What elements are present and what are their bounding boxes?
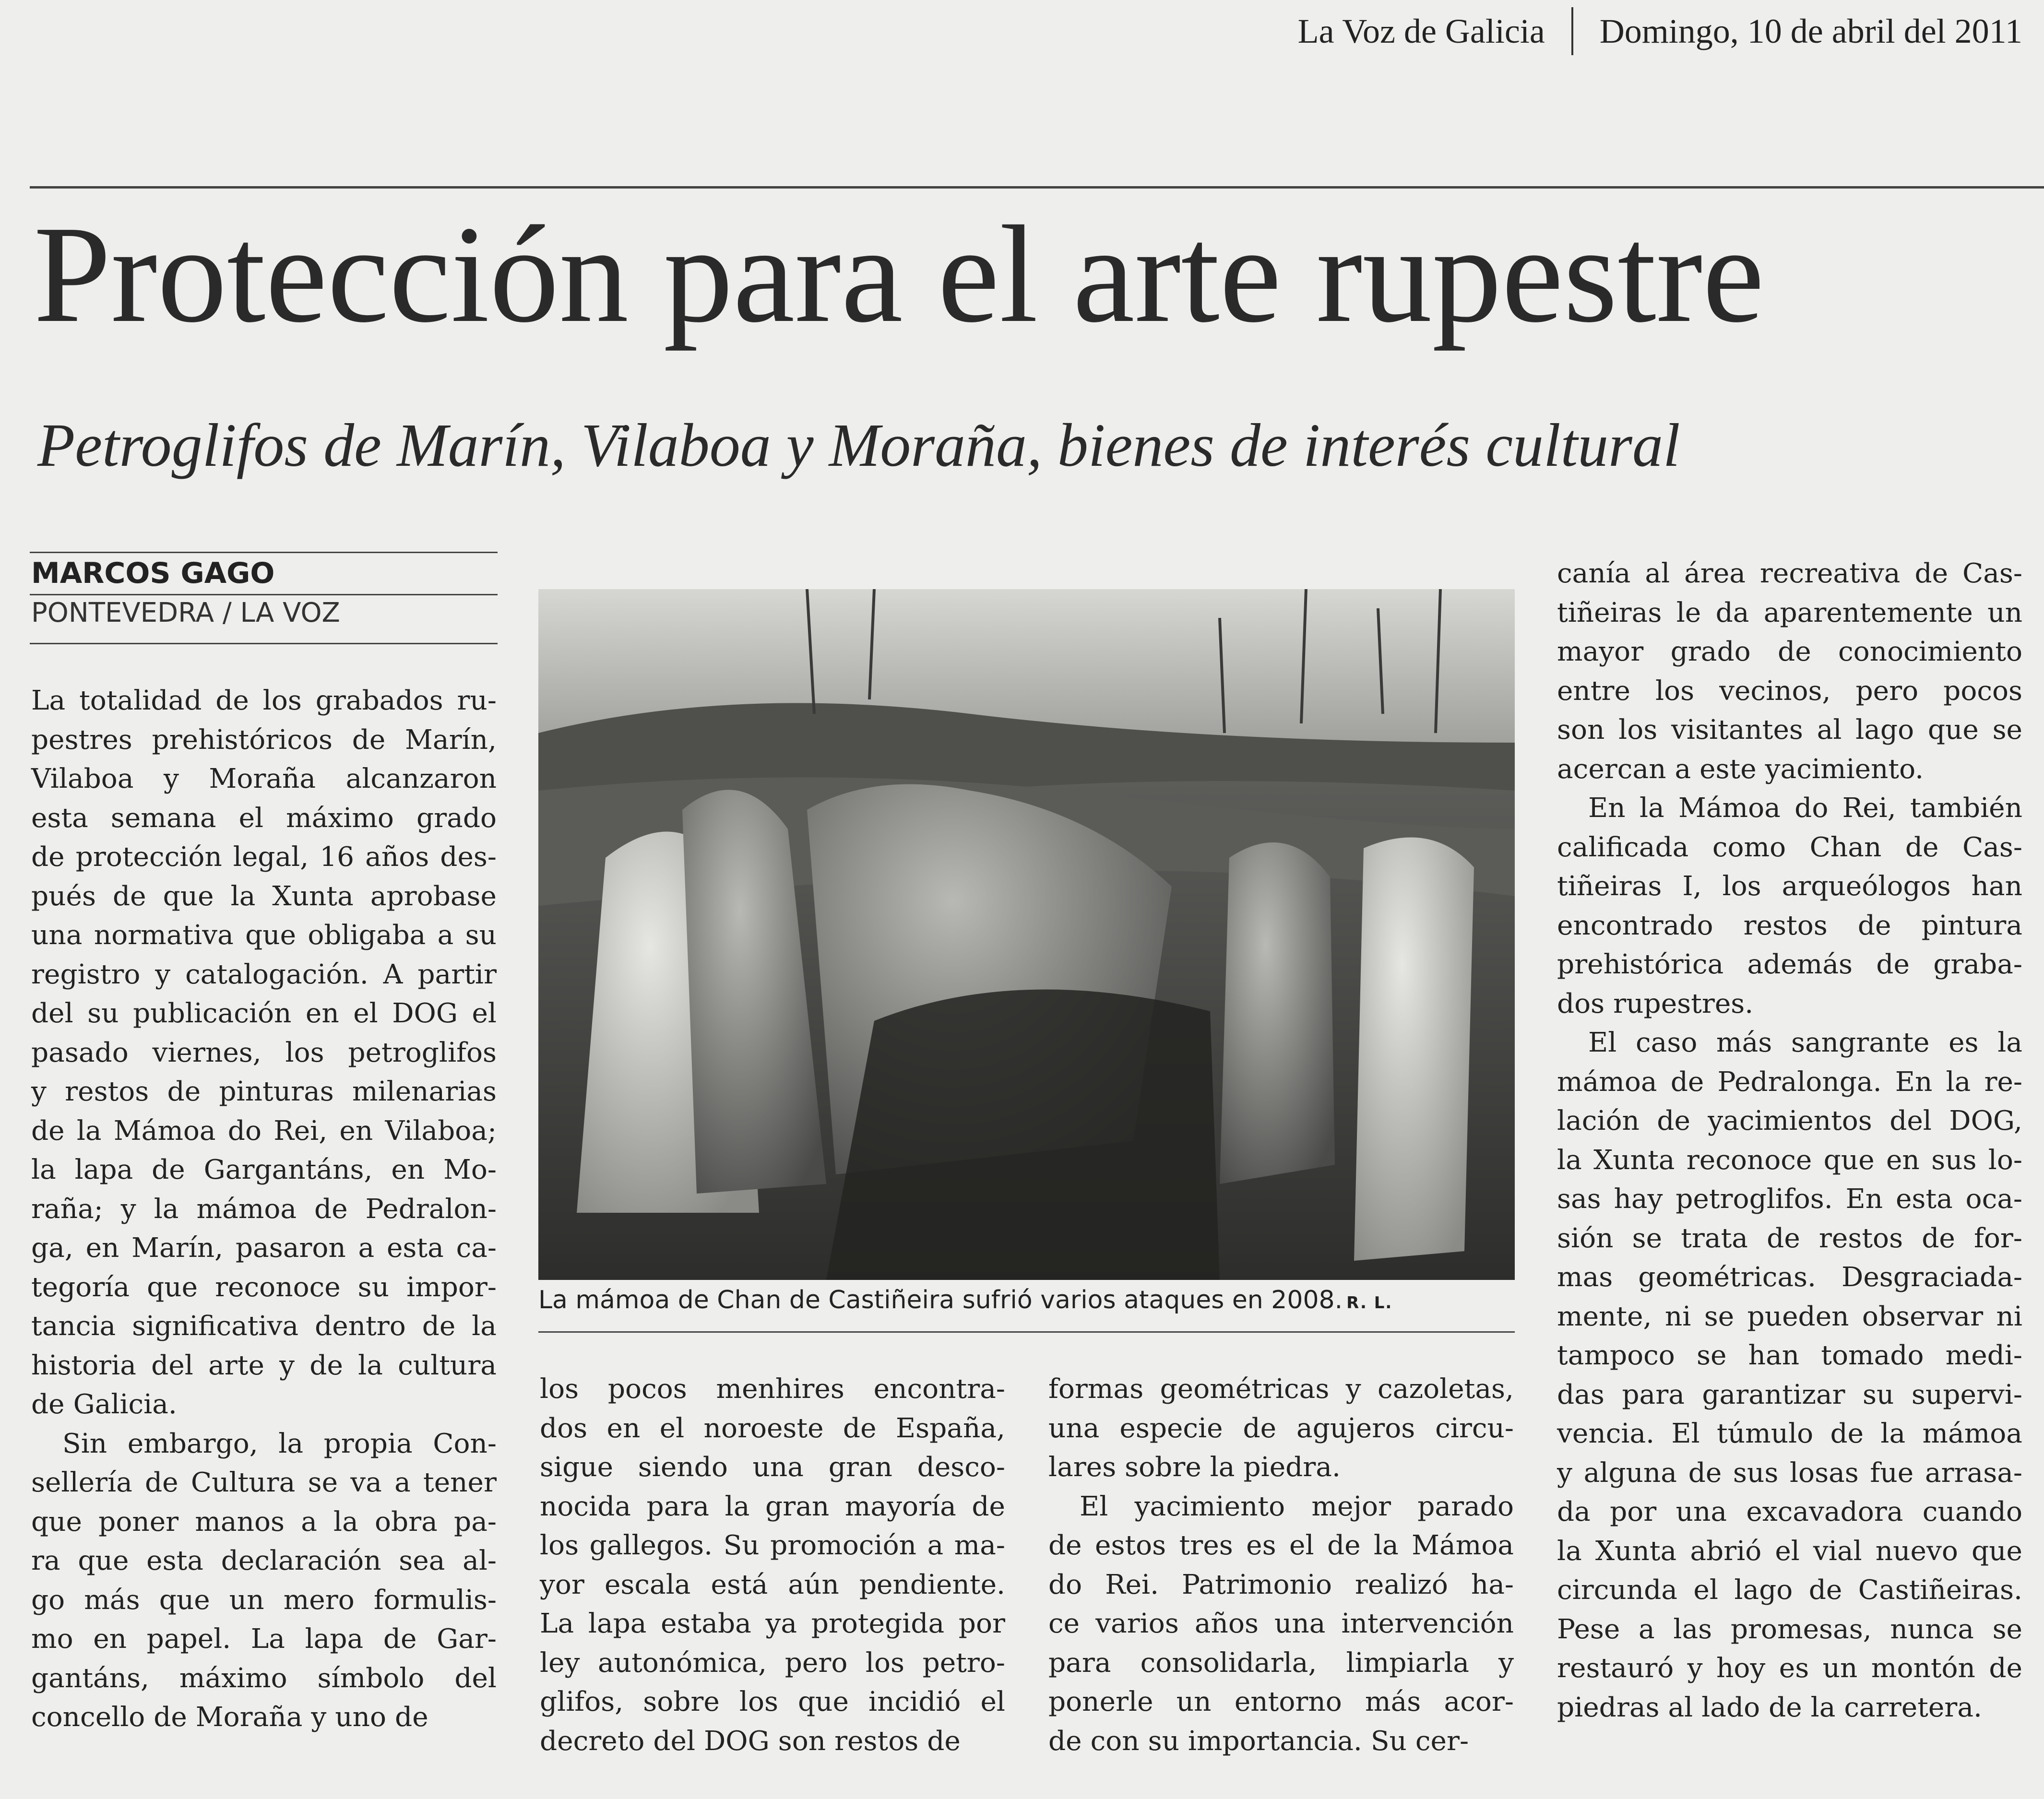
text-line: sión se trata de restos de for- [1557, 1222, 2022, 1254]
text-line: la Xunta reconoce que en sus lo- [1557, 1144, 2022, 1176]
text-line: de Galicia. [31, 1389, 177, 1420]
text-line: tampoco se han tomado medi- [1557, 1340, 2022, 1371]
text-line: mente, ni se pueden observar ni [1557, 1301, 2022, 1332]
article-column-2 [540, 1370, 1005, 1761]
masthead-separator [1571, 7, 1573, 55]
masthead [1298, 5, 2022, 58]
article-photo [538, 589, 1515, 1280]
text-line: de con su importancia. Su cer- [1048, 1725, 1469, 1757]
text-line: restauró y hoy es un montón de [1557, 1653, 2022, 1684]
text-line: mayor grado de conocimiento [1557, 636, 2022, 667]
text-line: Sin embargo, la propia Con- [62, 1428, 497, 1459]
top-rule [30, 186, 2044, 189]
text-line: ra que esta declaración sea al- [31, 1545, 497, 1576]
text-line: sas hay petroglifos. En esta oca- [1557, 1184, 2022, 1215]
text-line: y restos de pinturas milenarias [31, 1076, 497, 1107]
dolmen-photo-image [538, 589, 1515, 1280]
text-line: mo en papel. La lapa de Gar- [31, 1623, 497, 1655]
byline-rule-middle [30, 594, 498, 595]
article-column-3 [1048, 1370, 1514, 1761]
newspaper-name: La Voz de Galicia [1297, 12, 1545, 50]
text-line: de estos tres es el de la Mámoa [1048, 1530, 1514, 1561]
text-line: raña; y la mámoa de Pedralon- [31, 1193, 497, 1225]
text-line: go más que un mero formulis- [31, 1584, 497, 1616]
publication-date: Domingo, 10 de abril del 2011 [1599, 12, 2022, 50]
text-line: concello de Moraña y uno de [31, 1702, 428, 1733]
text-line: lación de yacimientos del DOG, [1557, 1105, 2022, 1136]
text-line: lares sobre la piedra. [1048, 1452, 1341, 1483]
author-byline: MARCOS GAGO [31, 556, 275, 590]
text-line: El caso más sangrante es la [1588, 1027, 2022, 1058]
byline-rule-top [30, 552, 498, 553]
text-line: son los visitantes al lago que se [1557, 714, 2022, 746]
text-line: pasado viernes, los petroglifos [31, 1037, 497, 1068]
text-line: tiñeiras le da aparentemente un [1557, 597, 2022, 628]
text-line: que poner manos a la obra pa- [31, 1506, 497, 1538]
text-line: pués de que la Xunta aprobase [31, 880, 497, 912]
headline: Protección para el arte rupestre [34, 197, 1765, 351]
text-line: una normativa que obligaba a su [31, 920, 497, 951]
text-line: glifos, sobre los que incidió el [540, 1686, 1005, 1717]
text-line: mas geométricas. Desgraciada- [1557, 1262, 2022, 1293]
text-line: tiñeiras I, los arqueólogos han [1557, 871, 2022, 902]
text-line: formas geométricas y cazoletas, [1048, 1373, 1514, 1405]
text-line: do Rei. Patrimonio realizó ha- [1048, 1569, 1514, 1600]
text-line: El yacimiento mejor parado [1080, 1491, 1514, 1522]
text-line: pestres prehistóricos de Marín, [31, 724, 497, 756]
text-line: tegoría que reconoce su impor- [31, 1271, 497, 1303]
text-line: entre los vecinos, pero pocos [1557, 675, 2022, 707]
text-line: yor escala está aún pendiente. [540, 1569, 1005, 1600]
text-line: canía al área recreativa de Cas- [1557, 558, 2022, 589]
text-line: da por una excavadora cuando [1557, 1496, 2022, 1527]
text-line: sellería de Cultura se va a tener [31, 1467, 497, 1498]
text-line: calificada como Chan de Cas- [1557, 831, 2022, 863]
text-line: gantáns, máximo símbolo del [31, 1662, 497, 1694]
text-line: circunda el lago de Castiñeiras. [1557, 1574, 2022, 1606]
text-line: piedras al lado de la carretera. [1557, 1692, 1982, 1723]
text-line: de la Mámoa do Rei, en Vilaboa; [31, 1115, 497, 1147]
text-line: para consolidarla, limpiarla y [1048, 1647, 1514, 1679]
text-line: ley autonómica, pero los petro- [540, 1647, 1005, 1679]
text-line: acercan a este yacimiento. [1557, 753, 1924, 785]
text-line: ga, en Marín, pasaron a esta ca- [31, 1232, 497, 1264]
text-line: En la Mámoa do Rei, también [1588, 793, 2022, 824]
text-line: sigue siendo una gran desco- [540, 1452, 1005, 1483]
text-line: historia del arte y de la cultura [31, 1349, 497, 1381]
text-line: nocida para la gran mayoría de [540, 1491, 1005, 1522]
text-line: una especie de agujeros circu- [1048, 1412, 1514, 1444]
text-line: La totalidad de los grabados ru- [31, 685, 497, 716]
text-line: Vilaboa y Moraña alcanzaron [31, 763, 497, 794]
text-line: los pocos menhires encontra- [540, 1373, 1005, 1405]
subheadline: Petroglifos de Marín, Vilaboa y Moraña, bienes de interés cultural [37, 411, 1680, 479]
text-line: los gallegos. Su promoción a ma- [540, 1530, 1005, 1561]
photo-caption [538, 1286, 1515, 1314]
article-column-1 [31, 681, 497, 1737]
text-line: decreto del DOG son restos de [540, 1725, 961, 1757]
article-column-4 [1557, 554, 2022, 1727]
text-line: vencia. El túmulo de la mámoa [1557, 1418, 2022, 1449]
text-line: prehistórica además de graba- [1557, 949, 2022, 980]
text-line: ponerle un entorno más acor- [1048, 1686, 1514, 1717]
text-line: ce varios años una intervención [1048, 1608, 1514, 1639]
dateline-location: PONTEVEDRA / LA VOZ [31, 597, 340, 628]
caption-text: La mámoa de Chan de Castiñeira sufrió varios ataques en 2008. [538, 1286, 1343, 1314]
text-line: la Xunta abrió el vial nuevo que [1557, 1535, 2022, 1567]
caption-rule [538, 1331, 1515, 1333]
text-line: Pese a las promesas, nunca se [1557, 1613, 2022, 1645]
text-line: esta semana el máximo grado [31, 802, 497, 834]
text-line: La lapa estaba ya protegida por [540, 1608, 1005, 1639]
text-line: dos en el noroeste de España, [540, 1412, 1005, 1444]
text-line: tancia significativa dentro de la [31, 1311, 497, 1342]
photo-credit: R. L. [1346, 1293, 1393, 1313]
text-line: la lapa de Gargantáns, en Mo- [31, 1154, 497, 1185]
text-line: das para garantizar su supervi- [1557, 1379, 2022, 1410]
text-line: dos rupestres. [1557, 988, 1754, 1019]
byline-rule-bottom [30, 643, 498, 644]
text-line: registro y catalogación. A partir [31, 959, 497, 990]
text-line: del su publicación en el DOG el [31, 998, 497, 1029]
text-line: de protección legal, 16 años des- [31, 841, 497, 873]
text-line: encontrado restos de pintura [1557, 910, 2022, 941]
text-line: mámoa de Pedralonga. En la re- [1557, 1066, 2022, 1098]
text-line: y alguna de sus losas fue arrasa- [1557, 1457, 2022, 1489]
